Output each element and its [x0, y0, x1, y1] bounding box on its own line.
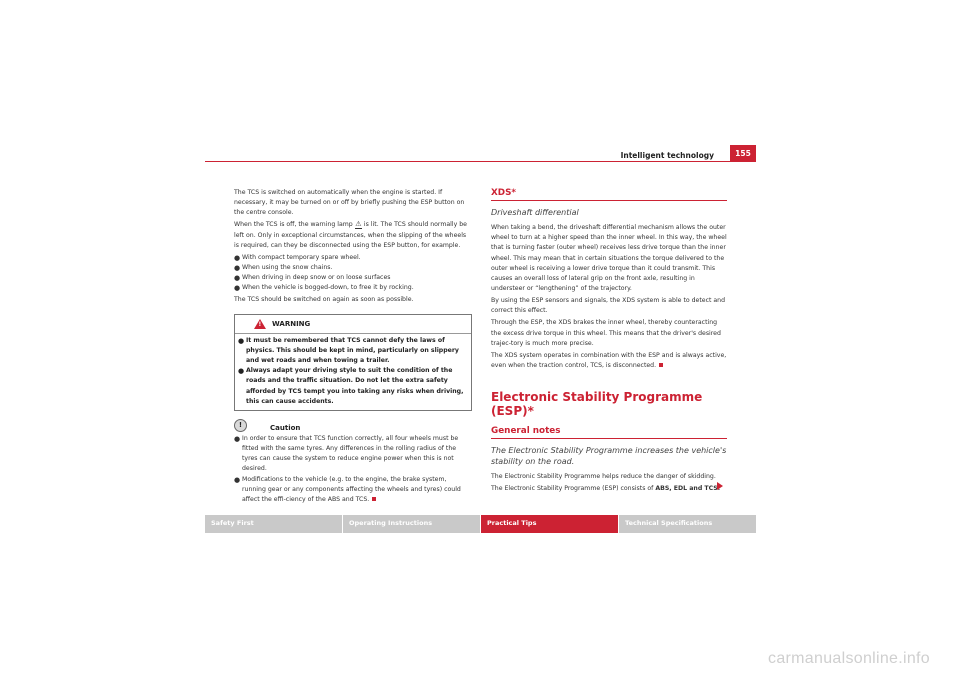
- esp-paragraph-1: The Electronic Stability Programme helps reduce the danger of skidding.: [491, 473, 716, 481]
- tcs-off-list: [234, 253, 472, 294]
- tab-technical-specifications[interactable]: Technical Specifications: [619, 515, 756, 533]
- bullet-icon: ●: [234, 284, 241, 293]
- right-column: [491, 188, 727, 496]
- tab-operating-instructions[interactable]: Operating Instructions: [343, 515, 480, 533]
- bullet-icon: ●: [238, 367, 245, 376]
- general-notes-heading: General notes: [491, 426, 561, 437]
- footer-nav: [205, 515, 756, 533]
- xds-subheading: Driveshaft differential: [491, 208, 579, 217]
- warning-box: [234, 314, 472, 411]
- esp-heading: Electronic Stability Programme (ESP)*: [491, 390, 703, 419]
- caution-header: [234, 419, 472, 434]
- list-item: ● When the vehicle is bogged-down, to free it by rocking.: [234, 284, 414, 293]
- tab-practical-tips[interactable]: Practical Tips: [481, 515, 618, 533]
- bullet-icon: ●: [234, 274, 241, 283]
- esp-paragraph-2: The Electronic Stability Programme (ESP) consists of ABS, EDL and TCS.: [491, 485, 721, 493]
- watermark: carmanualsonline.info: [768, 650, 930, 667]
- list-item: ● Always adapt your driving style to suit the condition of the roads and the traffic situation. Do not let the extra safety afforded by TCS tempt you into taking any risks when driving, this can cause accidents.: [238, 367, 464, 405]
- caution-title: Caution: [270, 423, 301, 432]
- bullet-icon: ●: [234, 264, 241, 273]
- caution-exclamation-icon: !: [234, 419, 247, 432]
- warning-lamp-icon: ⚠: [355, 220, 362, 229]
- page-header-title: Intelligent technology: [620, 151, 714, 160]
- bullet-icon: ●: [238, 336, 245, 345]
- general-notes-subheading: The Electronic Stability Programme increases the vehicle's stability on the road.: [491, 446, 727, 467]
- warning-header: [235, 315, 471, 334]
- warning-title: WARNING: [272, 319, 311, 328]
- heading-rule: [491, 200, 727, 201]
- continue-arrow-icon: [717, 482, 723, 490]
- list-item: ● With compact temporary spare wheel.: [234, 253, 361, 262]
- heading-rule: [491, 438, 727, 439]
- list-item: ● When using the snow chains.: [234, 264, 333, 273]
- tcs-intro-paragraph: The TCS is switched on automatically when the engine is started. If necessary, it may be turned on or off by briefly pushing the ESP button on the centre console.: [234, 189, 465, 217]
- list-item: ● It must be remembered that TCS cannot defy the laws of physics. This should be kept in mind, particularly on slippery and wet roads and when towing a trailer.: [238, 336, 459, 365]
- warning-triangle-icon: [254, 319, 266, 329]
- warning-list: [238, 336, 468, 407]
- xds-paragraph-3: Through the ESP, the XDS brakes the inner wheel, thereby counteracting the excess drive torque in this wheel. This means that the driver's desired trajec-tory is much more precise.: [491, 319, 721, 347]
- xds-paragraph-4: The XDS system operates in combination with the ESP and is always active, even when the traction control, TCS, is disconnected.: [491, 351, 727, 370]
- xds-paragraph-1: When taking a bend, the driveshaft differential mechanism allows the outer wheel to turn at a higher speed than the inner wheel. In this way, the wheel that is turning faster (outer wheel) receives less drive torque than the inner wheel. This may mean that in certain situations the torque delivered to the outer wheel is receiving a lower drive torque than it could transmit. This causes an overall loss of lateral grip on the front axle, resulting in understeer or “lengthening” of the trajectory.: [491, 224, 727, 293]
- bullet-icon: ●: [234, 434, 241, 443]
- list-item: ● When driving in deep snow or on loose surfaces: [234, 274, 391, 283]
- tab-safety-first[interactable]: Safety First: [205, 515, 342, 533]
- tcs-switch-on-paragraph: The TCS should be switched on again as soon as possible.: [234, 296, 414, 304]
- xds-paragraph-2: By using the ESP sensors and signals, the XDS system is able to detect and correct this effect.: [491, 297, 726, 315]
- list-item: ● Modifications to the vehicle (e.g. to the engine, the brake system, running gear or any components affecting the wheels and tyres) could affect the effi-ciency of the ABS and TCS.: [234, 475, 461, 504]
- section-end-icon: [659, 363, 663, 367]
- page-number: 155: [730, 145, 756, 162]
- header-rule: [205, 161, 730, 162]
- list-item: ● In order to ensure that TCS function correctly, all four wheels must be fitted with the same tyres. Any differences in the rolling radius of the tyres can cause the system to reduce engine power when this is not desired.: [234, 434, 459, 473]
- tcs-off-paragraph: When the TCS is off, the warning lamp ⚠ is lit. The TCS should normally be left on. Only in exceptional circumstances, when the slipping of the wheels is required, can they be disconnected using the ESP button, for example.: [234, 220, 467, 249]
- left-column: [234, 188, 472, 507]
- bullet-icon: ●: [234, 475, 241, 484]
- xds-heading: XDS*: [491, 188, 517, 198]
- caution-list: [234, 434, 472, 505]
- bullet-icon: ●: [234, 253, 241, 262]
- section-end-icon: [372, 497, 376, 501]
